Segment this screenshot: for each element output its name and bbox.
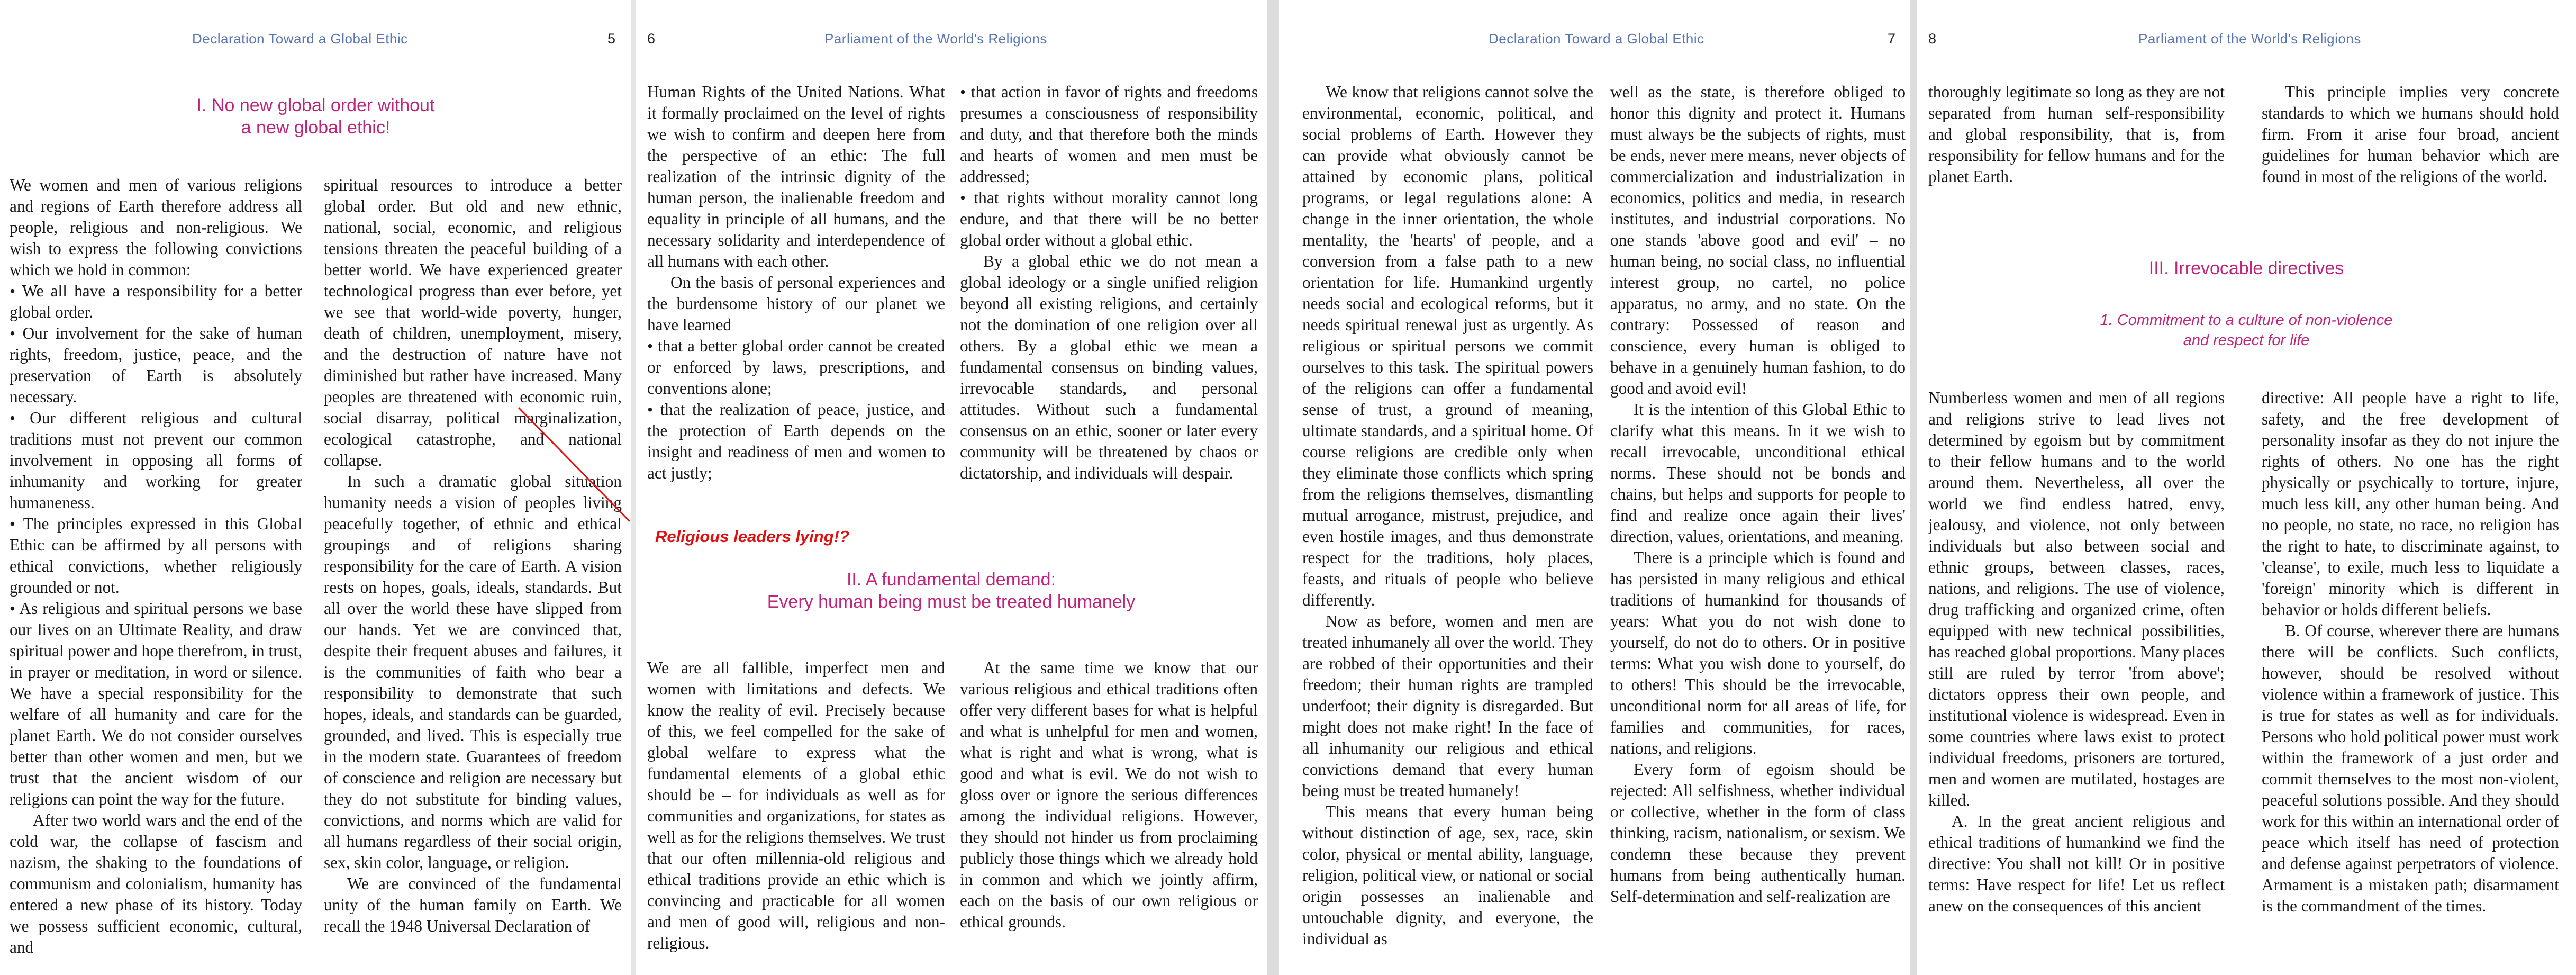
annotation-arrow (508, 402, 631, 529)
page-gutter (631, 0, 636, 975)
bullet-item: • We all have a responsibility for a better global order. (10, 282, 302, 321)
section-heading-line: a new global ethic! (241, 118, 391, 138)
paragraph: It is the intention of this Global Ethic to clarify what this means. In it we wish to recall irrevocable, unconditional ethical norms. These should not be bonds and chains, but helps and supports for people to find and realize once again their lives' direction, values, orientations, and meaning. (1610, 400, 1906, 546)
paragraph: On the basis of personal experiences and the burdensome history of our planet we have learned (647, 273, 945, 334)
subsection-heading (1917, 310, 2576, 350)
column-left (1302, 82, 1593, 950)
running-header: Parliament of the World's Religions (2138, 31, 2361, 47)
subsection-heading-line: 1. Commitment to a culture of non-violence (2100, 312, 2393, 329)
paragraph: This means that every human being without distinction of age, sex, race, skin color, physical or mental ability, language, religion, political view, or national or social origin possesses an inalienable and untouchable dignity, and everyone, the individual as (1302, 802, 1593, 948)
page-6 (636, 0, 1267, 975)
column-left (647, 82, 945, 484)
paragraph: There is a principle which is found and has persisted in many religious and ethical traditions of humankind for thousands of years: What you do not wish done to yourself, do not do to others. Or in positive terms: What you wish done to yourself, do to others! This should be the irrevocable, unconditional norm for all areas of life, for families and communities, for races, nations, and religions. (1610, 548, 1906, 757)
bullet-item: • Our involvement for the sake of human rights, freedom, justice, peace, and the preservation of Earth is absolutely necessary. (10, 324, 302, 406)
column-right (324, 175, 622, 937)
bullet-item: • that rights without morality cannot long endure, and that there will be no better global order without a global ethic. (960, 188, 1258, 249)
column-right-top (2262, 82, 2559, 187)
running-header: Declaration Toward a Global Ethic (192, 31, 408, 47)
paragraph: This principle implies very concrete standards to which we humans should hold firm. From it arise four broad, ancient guidelines for human behavior which are found in most of the religions of the world. (2262, 83, 2559, 186)
bullet-item: • that a better global order cannot be created or enforced by laws, prescriptions, and conventions alone; (647, 337, 945, 398)
handwritten-annotation: Religious leaders lying!? (655, 527, 849, 546)
page-gutter (1910, 0, 1917, 975)
paragraph: B. Of course, wherever there are humans there will be conflicts. Such conflicts, however, should be resolved without violence within a framework of justice. This is true for states as well as for individuals. Persons who hold political power must work within the framework of a just order and commit themselves to the most non-violent, peaceful solutions possible. And they should work for this within an international order of peace which itself has need of protection and defense against perpetrators of violence. Armament is a mistaken path; disarmament is the commandment of the times. (2262, 621, 2559, 915)
paragraph: We are all fallible, imperfect men and women with limitations and defects. We know the reality of evil. Precisely because of this, we feel compelled for the sake of global welfare to express what the fundamental elements of a global ethic should be – for individuals as well as for communities and organizations, for states as well as for the religions themselves. We trust that our often millennia-old religious and ethical traditions provide an ethic which is convincing and practicable for all women and men of good will, religious and non-religious. (647, 658, 945, 952)
bullet-item: • As religious and spiritual persons we base our lives on an Ultimate Reality, and draw spiritual power and hope therefrom, in trust, in prayer or meditation, in word or silence. We have a special responsibility for the welfare of all humanity and care for the planet Earth. We do not consider ourselves better than other women and men, but we trust that the ancient wisdom of our religions can point the way for the future. (10, 599, 302, 808)
page-number: 5 (607, 31, 616, 47)
bullet-item: • Our different religious and cultural traditions must not prevent our common involvement in opposing all forms of inhumanity and working for greater humaneness. (10, 409, 302, 512)
section-heading-line: II. A fundamental demand: (846, 570, 1056, 590)
running-header: Parliament of the World's Religions (824, 31, 1047, 47)
paragraph: We know that religions cannot solve the environmental, economic, political, and social problems of Earth. However they can provide what obviously cannot be attained by economic plans, political programs, or legal regulations alone: A change in the inner orientation, the whole mentality, the 'hearts' of people, and a conversion from a false path to a new orientation for life. Humankind urgently needs social and ecological reforms, but it needs spiritual renewal just as urgently. As religious or spiritual persons we commit ourselves to this task. The spiritual powers of the religions can offer a fundamental sense of trust, a ground of meaning, ultimate standards, and a spiritual home. Of course religions are credible only when they eliminate those conflicts which spring from the religions themselves, dismantling mutual arrogance, mistrust, prejudice, and even hostile images, and thus demonstrate respect for the traditions, holy places, feasts, and rituals of people who believe differently. (1302, 83, 1593, 609)
paragraph: Every form of egoism should be rejected: All selfishness, whether individual or collective, whether in the form of class thinking, racism, nationalism, or sexism. We condemn these because they prevent humans from being authentically human. Self-determination and self-realization are (1610, 760, 1906, 906)
page-8 (1917, 0, 2576, 975)
paragraph: spiritual resources to introduce a better global order. But old and new ethnic, national, social, economic, and religious tensions threaten the peaceful building of a better world. We have experienced greater technological progress than ever before, yet we see that world-wide poverty, hunger, death of children, unemployment, misery, and the destruction of nature have not diminished but rather have increased. Many peoples are threatened with economic ruin, social disarray, political marginalization, ecological catastrophe, and national collapse. (324, 176, 622, 470)
column-left (1928, 387, 2225, 917)
subsection-heading-line: and respect for life (2183, 332, 2310, 349)
page-number: 7 (1888, 31, 1896, 47)
section-heading-line: Every human being must be treated humanely (767, 592, 1136, 612)
paragraph: In such a dramatic global situation humanity needs a vision of peoples living peacefully together, of ethnic and ethical groupings and of religions sharing responsibility for the care of Earth. A vision rests on hopes, goals, ideals, standards. But all over the world these have slipped from our hands. Yet we are convinced that, despite their frequent abuses and failures, it is the communities of faith who bear a responsibility to demonstrate that such hopes, ideals, and standards can be guarded, grounded, and lived. This is especially true in the modern state. Guarantees of freedom of conscience and religion are necessary but they do not substitute for binding values, convictions, and norms which are valid for all humans regardless of their social origin, sex, skin color, language, or religion. (324, 472, 622, 872)
paragraph: We women and men of various religions and regions of Earth therefore address all people, religious and non-religious. We wish to express the following convictions which we hold in common: (10, 176, 302, 279)
paragraph: well as the state, is therefore obliged to honor this dignity and protect it. Humans must always be the subjects of rights, must be ends, never mere means, never objects of commercialization and industrialization in economics, politics and media, in research institutes, and industrial corporations. No one stands 'above good and evil' – no human being, no social class, no influential interest group, no cartel, no police apparatus, no army, and no state. On the contrary: Possessed of reason and conscience, every human is obliged to behave in a genuinely human fashion, to do good and avoid evil! (1610, 83, 1906, 398)
bullet-item: • that action in favor of rights and freedoms presumes a consciousness of responsibility and duty, and that therefore both the minds and hearts of women and men must be addressed; (960, 83, 1258, 186)
page-gutter (1267, 0, 1279, 975)
paragraph: directive: All people have a right to life, safety, and the free development of personality insofar as they do not injure the rights of others. No one has the right physically or psychically to torture, injure, much less kill, any other human being. And no people, no state, no race, no religion has the right to hate, to discriminate against, to 'cleanse', to exile, much less to liquidate a 'foreign' minority which is different in behavior or holds different beliefs. (2262, 389, 2559, 619)
column-right-lower (960, 657, 1258, 933)
paragraph: After two world wars and the end of the cold war, the collapse of fascism and nazism, the shaking to the foundations of communism and colonialism, humanity has entered a new phase of its history. Today we possess sufficient economic, cultural, and (10, 811, 302, 956)
paragraph: A. In the great ancient religious and ethical traditions of humankind we find the directive: You shall not kill! Or in positive terms: Have respect for life! Let us reflect anew on the consequences of this ancient (1928, 812, 2225, 915)
paragraph: thoroughly legitimate so long as they are not separated from human self-responsibility and global responsibility, that is, from responsibility for fellow humans and for the planet Earth. (1928, 83, 2225, 186)
column-right (960, 82, 1258, 484)
paragraph: At the same time we know that our various religious and ethical traditions often offer very different bases for what is helpful and what is unhelpful for men and women, what is right and what is wrong, what is good and what is evil. We do not wish to gloss over or ignore the serious differences among the individual religions. However, they should not hinder us from proclaiming publicly those things which we already hold in common and which we jointly affirm, each on the basis of our own religious or ethical grounds. (960, 658, 1258, 931)
section-heading-line: I. No new global order without (196, 95, 435, 115)
bullet-item: • The principles expressed in this Global Ethic can be affirmed by all persons with ethical convictions, whether religiously grounded or not. (10, 514, 302, 597)
section-heading-2 (636, 568, 1267, 613)
page-5 (0, 0, 631, 975)
paragraph: By a global ethic we do not mean a global ideology or a single unified religion beyond all existing religions, and certainly not the domination of one religion over all others. By a global ethic we mean a fundamental consensus on binding values, irrevocable standards, and personal attitudes. Without such a fundamental consensus on an ethic, sooner or later every community will be threatened by chaos or dictatorship, and individuals will despair. (960, 252, 1258, 482)
column-left-top (1928, 82, 2225, 187)
column-right (2262, 387, 2559, 917)
column-left-lower (647, 657, 945, 954)
section-heading-3: III. Irrevocable directives (2148, 258, 2344, 278)
paragraph: Numberless women and men of all regions and religions strive to lead lives not determined by egoism but by commitment to their fellow humans and to the world around them. Nevertheless, all over the world we find endless hatred, envy, jealousy, and violence, not only between individuals but also between social and ethnic groups, between classes, races, nations, and religions. The use of violence, drug trafficking and organized crime, often equipped with new technical possibilities, has reached global proportions. Many places still are ruled by terror 'from above'; dictators oppress their own people, and institutional violence is widespread. Even in some countries where laws exist to protect individual freedoms, prisoners are tortured, men and women are mutilated, hostages are killed. (1928, 389, 2225, 809)
page-number: 6 (647, 31, 656, 47)
section-heading-1 (0, 94, 631, 139)
paragraph: Now as before, women and men are treated inhumanely all over the world. They are robbed of their opportunities and their freedom; their human rights are trampled underfoot; their dignity is disregarded. But might does not make right! In the face of all inhumanity our religious and ethical convictions demand that every human being must be treated humanely! (1302, 612, 1593, 800)
column-left (10, 175, 302, 958)
page-number: 8 (1928, 31, 1937, 47)
column-right (1610, 82, 1906, 907)
paragraph: Human Rights of the United Nations. What it formally proclaimed on the level of rights we wish to confirm and deepen here from the perspective of an ethic: The full realization of the intrinsic dignity of the human person, the inalienable freedom and equality in principle of all humans, and the necessary solidarity and interdependence of all humans with each other. (647, 83, 945, 270)
bullet-item: • that the realization of peace, justice, and the protection of Earth depends on the insight and readiness of men and women to act justly; (647, 400, 945, 482)
paragraph: We are convinced of the fundamental unity of the human family on Earth. We recall the 1948 Universal Declaration of (324, 874, 622, 935)
page-7 (1279, 0, 1910, 975)
running-header: Declaration Toward a Global Ethic (1489, 31, 1704, 47)
